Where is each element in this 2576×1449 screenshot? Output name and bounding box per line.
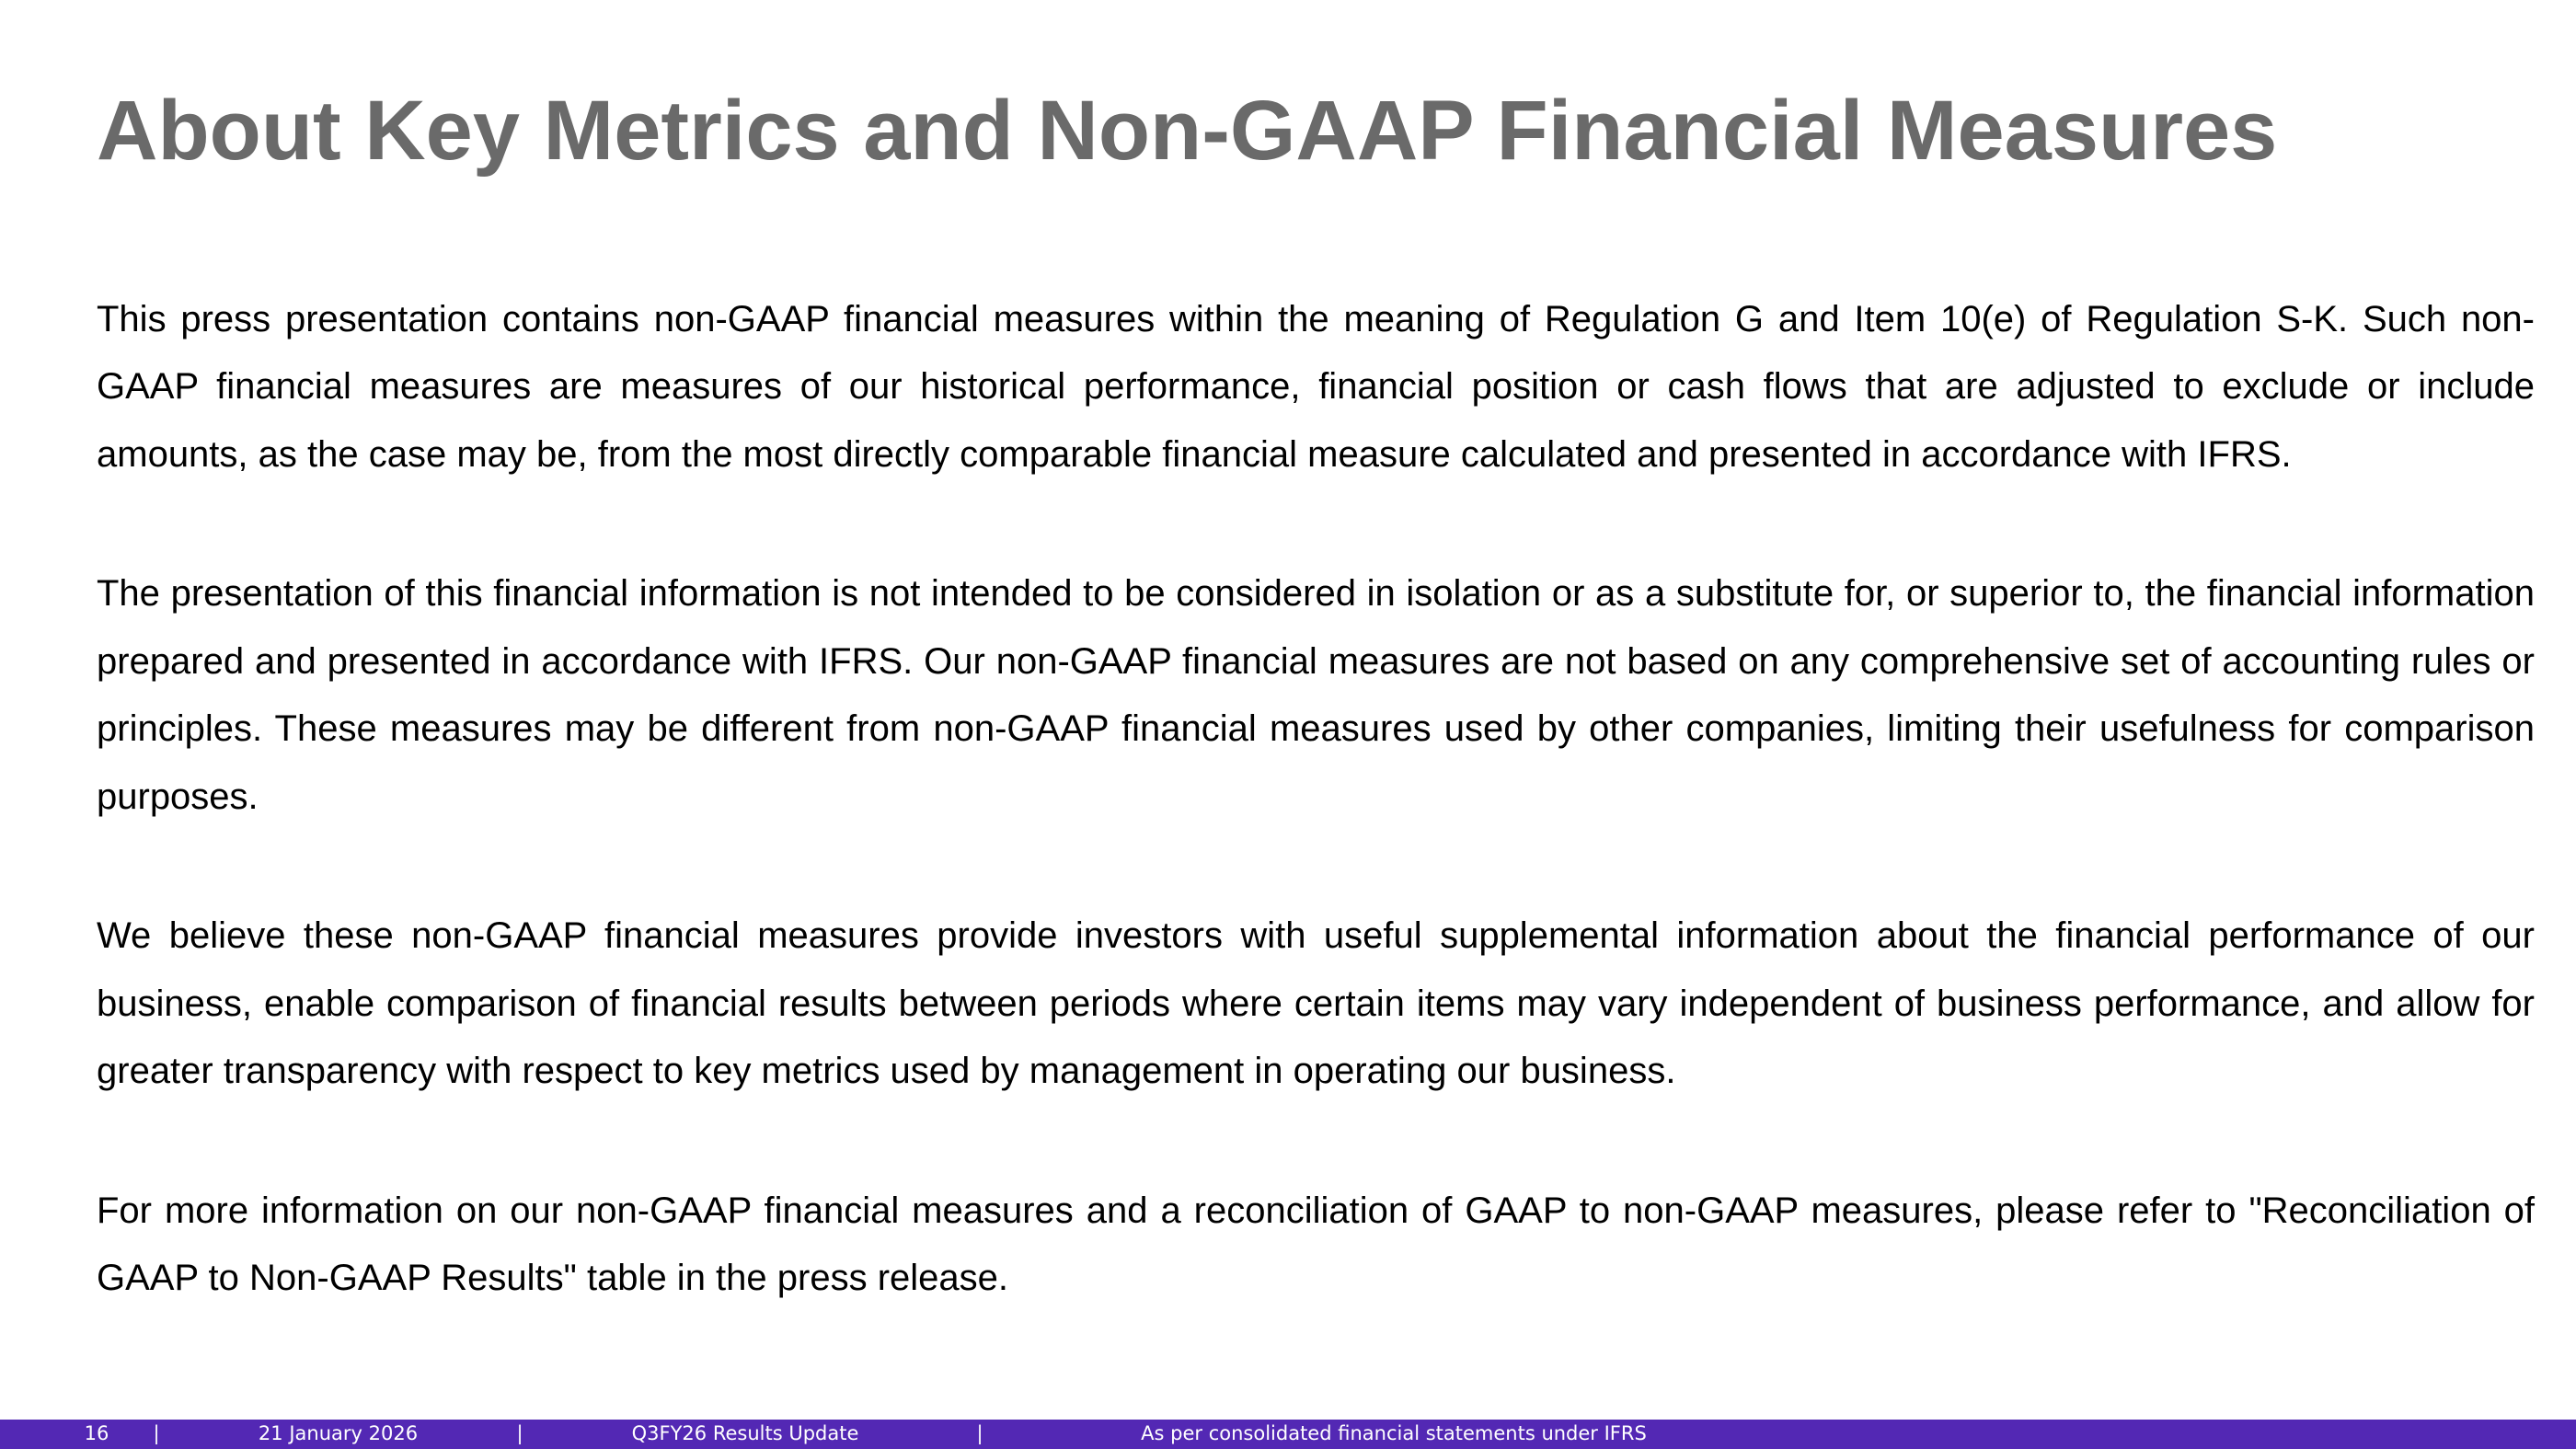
footer-bar [0, 1420, 2576, 1449]
footer-separator: | [153, 1422, 160, 1444]
footer-separator: | [976, 1422, 983, 1444]
body-paragraph-2: The presentation of this financial information is not intended to be considered in isolation or as a substitute for, or superior to, the financial information prepared and presented in accordance with IFRS. Our non-GAAP financial measures are not based on any comprehensive set of accounting rules or principles. These measures may be different from non-GAAP financial measures used by other companies, limiting their usefulness for comparison purposes. [97, 573, 2535, 817]
footer-page-number: 16 [84, 1422, 109, 1444]
body-paragraph-3: We believe these non-GAAP financial measures provide investors with useful supplemental information about the financial performance of our business, enable comparison of financial results between periods where certain items may vary independent of business performance, and allow for greater transparency with respect to key metrics used by management in operating our business. [97, 915, 2535, 1092]
slide-content [97, 0, 2535, 1313]
body-paragraph-1: This press presentation contains non-GAAP financial measures within the meaning of Regulation G and Item 10(e) of Regulation S-K. Such non-GAAP financial measures are measures of our historical performance, financial position or cash flows that are adjusted to exclude or include amounts, as the case may be, from the most directly comparable financial measure calculated and presented in accordance with IFRS. [97, 298, 2535, 475]
body-paragraph-4: For more information on our non-GAAP financial measures and a reconciliation of GAAP to non-GAAP measures, please refer to "Reconciliation of GAAP to Non-GAAP Results" table in the press release. [97, 1190, 2535, 1299]
slide-title: About Key Metrics and Non-GAAP Financial Measures [97, 84, 2278, 178]
footer-separator: | [516, 1422, 523, 1444]
footer-date: 21 January 2026 [258, 1422, 419, 1444]
footer-deck-title: Q3FY26 Results Update [631, 1422, 859, 1444]
slide-body [97, 286, 2535, 1313]
footer-note: As per consolidated financial statements under IFRS [1141, 1422, 1647, 1444]
